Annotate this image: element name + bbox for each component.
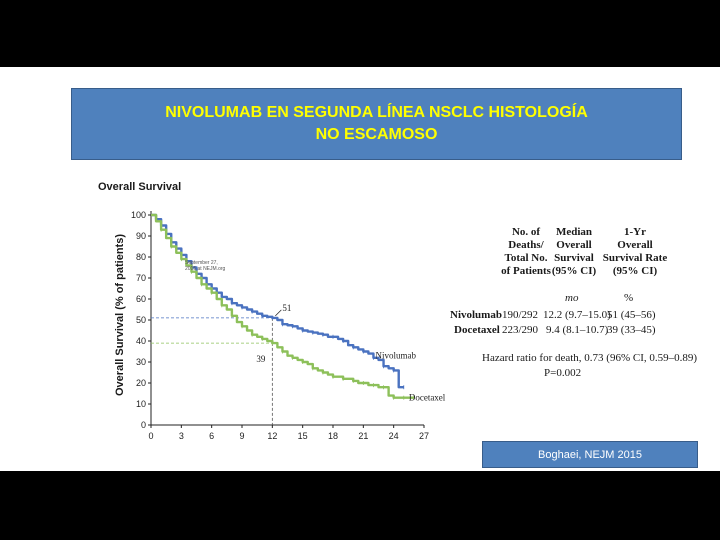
survival-table bbox=[440, 224, 698, 404]
slide-title bbox=[71, 88, 682, 160]
y-tick-label-50: 50 bbox=[135, 315, 146, 325]
citation-box bbox=[482, 441, 698, 468]
watermark-line-2: 2015 at NEJM.org bbox=[185, 266, 226, 272]
header-median-line-3: Survival bbox=[554, 252, 594, 264]
unit-median: mo bbox=[565, 292, 579, 304]
header-deaths-line-2: Deaths/ bbox=[508, 239, 544, 251]
y-tick-label-20: 20 bbox=[135, 378, 146, 388]
annotation-nivolumab: Nivolumab bbox=[375, 350, 416, 361]
citation-text: Boghaei, NEJM 2015 bbox=[538, 448, 642, 461]
y-tick-label-100: 100 bbox=[130, 210, 146, 220]
x-tick-label-15: 15 bbox=[297, 431, 308, 441]
annotation-39: 39 bbox=[256, 354, 266, 365]
header-median bbox=[550, 226, 598, 278]
p-value: P=0.002 bbox=[544, 367, 582, 379]
row-nivolumab-label: Nivolumab bbox=[450, 309, 502, 321]
header-rate-line-4: (95% CI) bbox=[612, 265, 658, 277]
x-tick-label-27: 27 bbox=[418, 431, 430, 441]
y-tick-label-30: 30 bbox=[135, 357, 146, 367]
slide bbox=[0, 67, 720, 471]
row-nivolumab-rate: 51 (45–56) bbox=[607, 309, 656, 321]
y-axis-label: Overall Survival (% of patients) bbox=[114, 234, 126, 396]
x-tick-label-9: 9 bbox=[239, 431, 245, 441]
header-rate bbox=[598, 226, 672, 278]
annotation-51: 51 bbox=[282, 302, 292, 313]
y-tick-label-40: 40 bbox=[135, 336, 146, 346]
annotation-docetaxel: Docetaxel bbox=[408, 392, 446, 403]
watermark-line-1: September 27, bbox=[185, 260, 218, 266]
y-tick-label-10: 10 bbox=[135, 399, 146, 409]
hazard-ratio: Hazard ratio for death, 0.73 (96% CI, 0.59–0.89) bbox=[482, 352, 698, 364]
x-tick-label-12: 12 bbox=[267, 431, 278, 441]
title-line-1: NIVOLUMAB EN SEGUNDA LÍNEA NSCLC HISTOLOGÍA bbox=[165, 104, 588, 121]
header-rate-line-1: 1-Yr bbox=[624, 226, 646, 238]
header-deaths bbox=[498, 226, 554, 278]
chart-title: Overall Survival bbox=[98, 181, 182, 193]
y-tick-label-60: 60 bbox=[135, 294, 146, 304]
x-tick-label-21: 21 bbox=[358, 431, 369, 441]
x-tick-label-24: 24 bbox=[388, 431, 399, 441]
row-docetaxel-deaths: 223/290 bbox=[502, 324, 539, 336]
header-rate-line-3: Survival Rate bbox=[602, 252, 668, 264]
series-nivolumab bbox=[151, 215, 404, 387]
row-docetaxel-label: Docetaxel bbox=[454, 324, 500, 336]
unit-rate: % bbox=[624, 292, 634, 304]
row-docetaxel-rate: 39 (33–45) bbox=[607, 324, 656, 336]
header-deaths-line-3: Total No. bbox=[504, 252, 548, 264]
row-docetaxel-median: 9.4 (8.1–10.7) bbox=[546, 324, 609, 336]
header-rate-line-2: Overall bbox=[617, 239, 653, 251]
x-tick-label-0: 0 bbox=[148, 431, 154, 441]
chart-annotations bbox=[256, 303, 445, 403]
header-deaths-line-4: of Patients bbox=[501, 265, 551, 277]
y-tick-label-70: 70 bbox=[135, 273, 146, 283]
y-tick-label-90: 90 bbox=[135, 231, 146, 241]
header-deaths-line-1: No. of bbox=[511, 226, 541, 238]
x-tick-label-3: 3 bbox=[178, 431, 184, 441]
x-tick-label-18: 18 bbox=[327, 431, 339, 441]
title-line-2: NO ESCAMOSO bbox=[315, 126, 438, 143]
header-median-line-1: Median bbox=[555, 226, 593, 238]
annotation-pointer-51 bbox=[275, 310, 281, 316]
x-tick-label-6: 6 bbox=[209, 431, 215, 441]
watermark bbox=[185, 260, 226, 272]
survival-chart bbox=[90, 177, 446, 467]
row-nivolumab-median: 12.2 (9.7–15.0) bbox=[543, 309, 611, 321]
y-tick-label-0: 0 bbox=[140, 420, 146, 430]
row-nivolumab-deaths: 190/292 bbox=[502, 309, 539, 321]
header-median-line-4: (95% CI) bbox=[551, 265, 597, 277]
y-tick-label-80: 80 bbox=[135, 252, 146, 262]
header-median-line-2: Overall bbox=[556, 239, 592, 251]
